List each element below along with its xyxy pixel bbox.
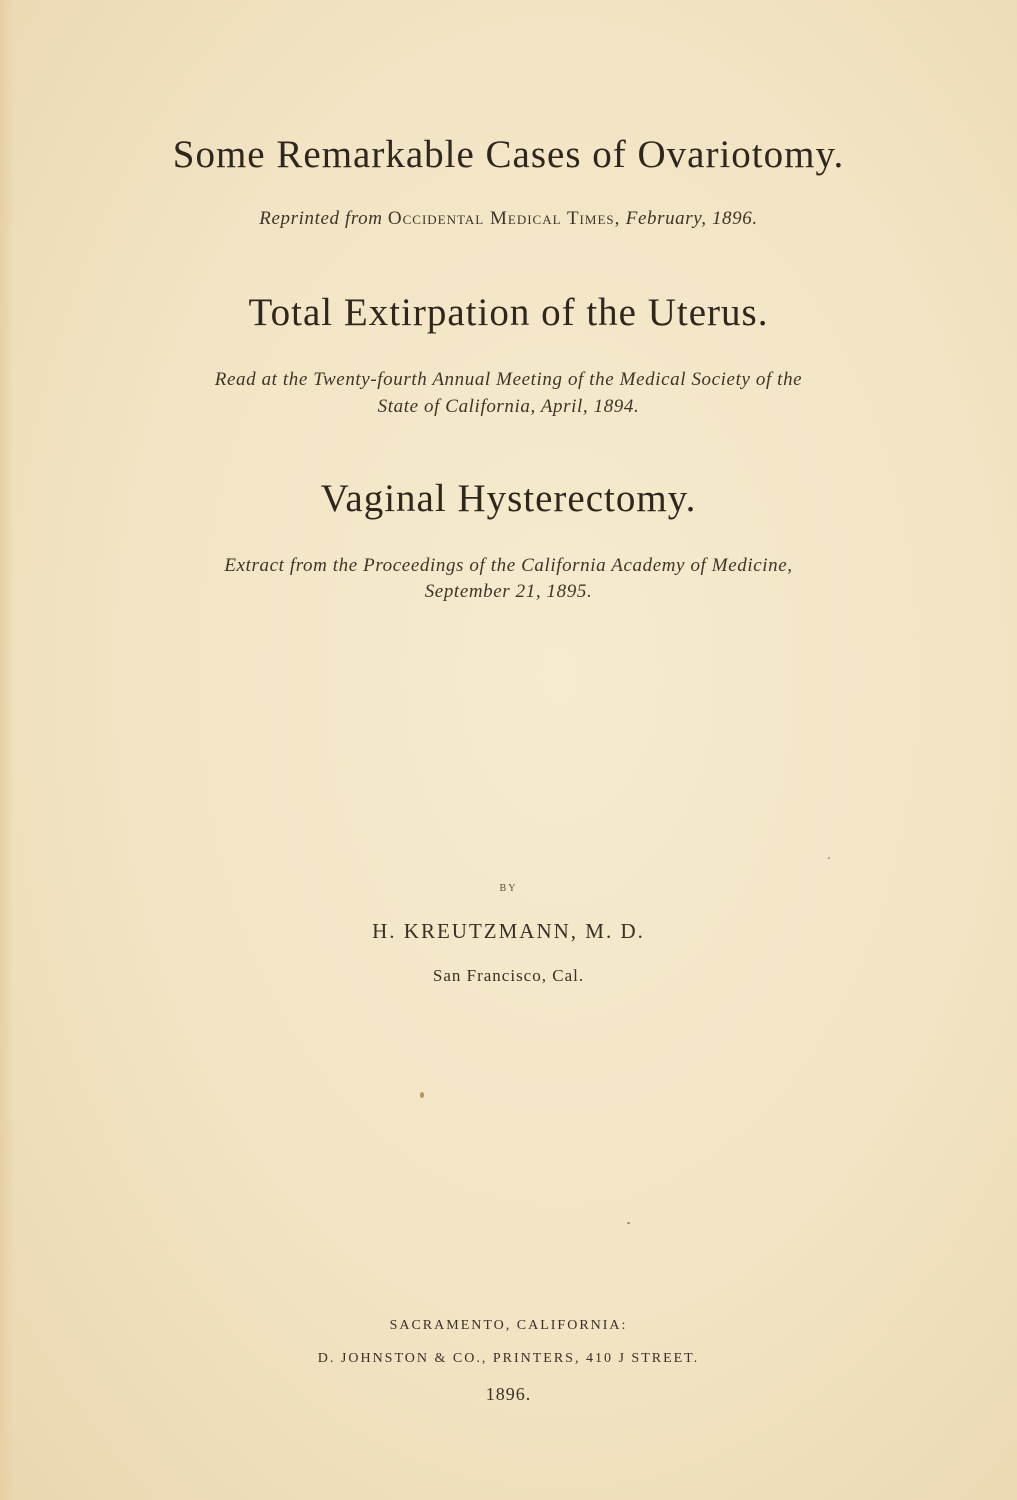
source-journal: Occidental Medical Times,: [387, 208, 621, 229]
source-hysterectomy-line2: September 21, 1895.: [424, 581, 593, 602]
paper-speck: [627, 1222, 630, 1224]
source-hysterectomy-line1: Extract from the Proceedings of the California Academy of Medicine,: [224, 555, 793, 576]
paper-speck: [828, 857, 830, 859]
source-prefix: Reprinted from: [259, 208, 383, 229]
source-ovariotomy: [0, 206, 1017, 232]
title-extirpation: Total Extirpation of the Uterus.: [248, 291, 769, 334]
imprint-printer: D. JOHNSTON & CO., PRINTERS, 410 J STREET.: [317, 1351, 700, 1366]
by-label: BY: [499, 883, 518, 894]
title-ovariotomy: Some Remarkable Cases of Ovariotomy.: [172, 133, 845, 176]
source-date: February, 1896.: [625, 208, 758, 229]
source-extirpation-line1: Read at the Twenty-fourth Annual Meeting of the Medical Society of the: [214, 369, 803, 390]
source-extirpation-line2: State of California, April, 1894.: [377, 396, 640, 417]
paper-speck: [420, 1092, 424, 1098]
imprint-place: SACRAMENTO, CALIFORNIA:: [389, 1318, 628, 1333]
title-hysterectomy: Vaginal Hysterectomy.: [320, 477, 697, 520]
author-name: H. KREUTZMANN, M. D.: [372, 919, 645, 943]
imprint-year: 1896.: [485, 1384, 532, 1404]
author-location: San Francisco, Cal.: [432, 966, 585, 985]
